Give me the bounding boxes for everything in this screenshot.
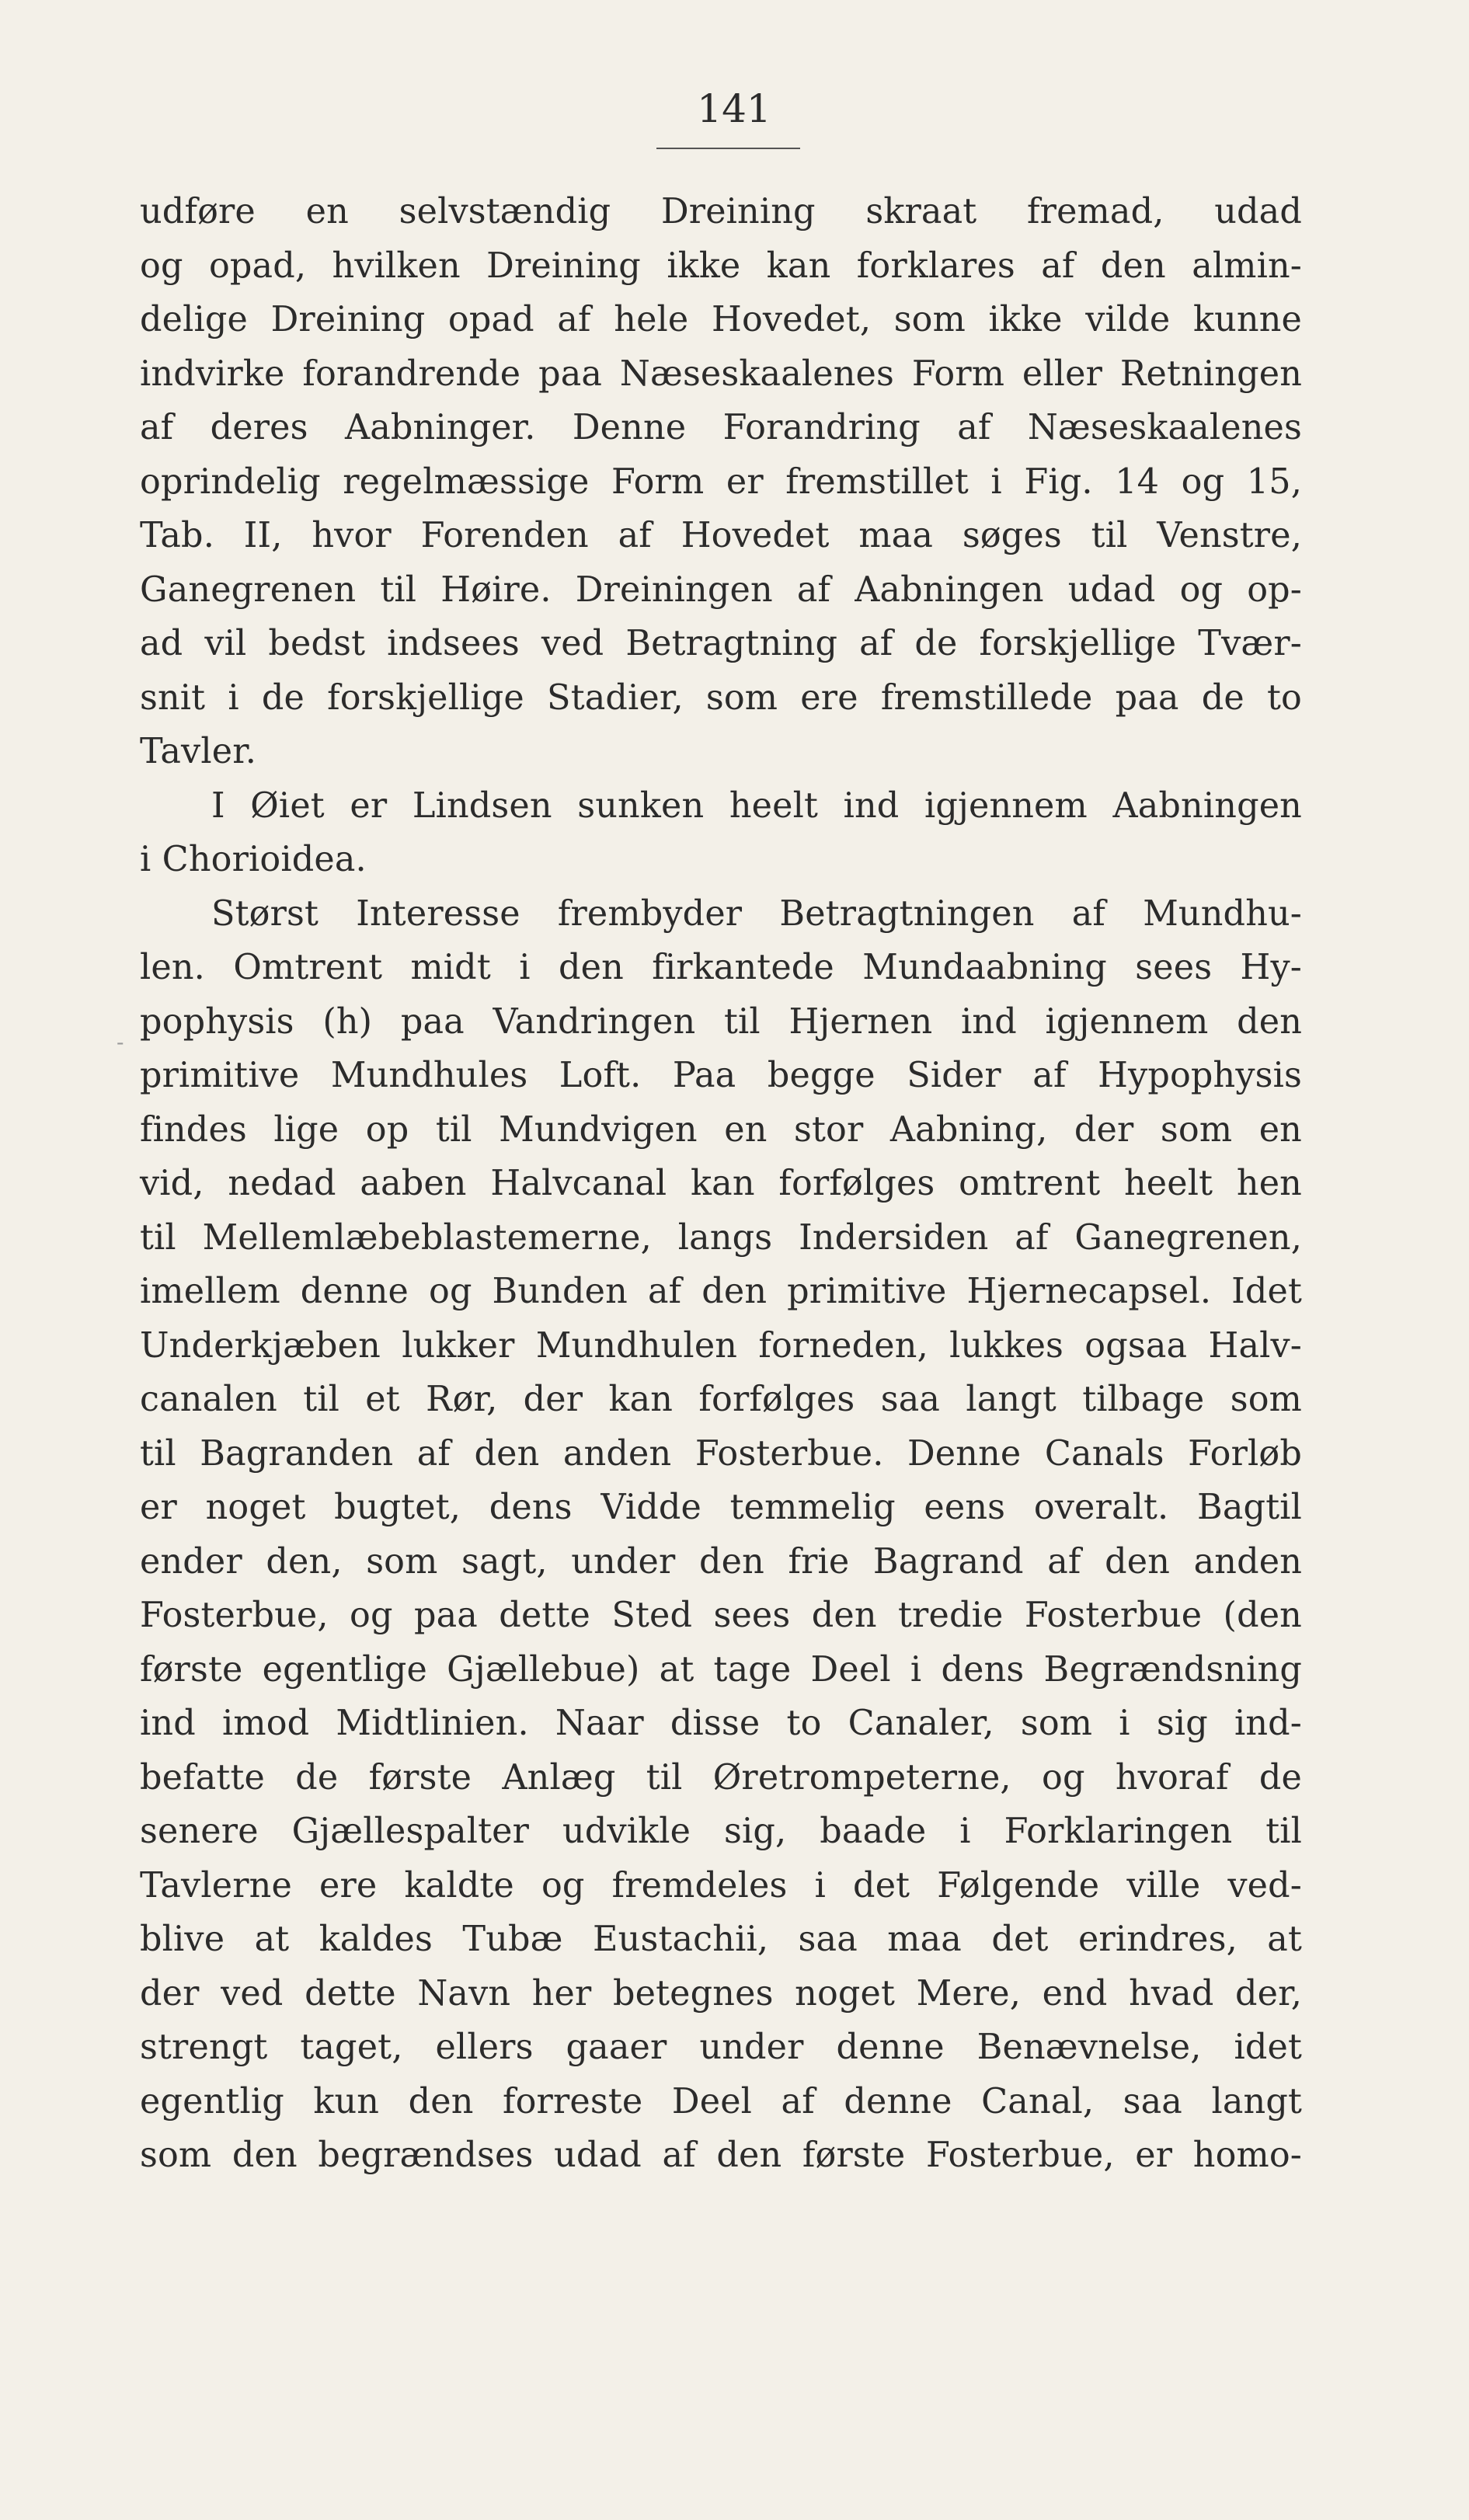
text-line-13: i Chorioidea.	[140, 840, 367, 879]
text-line-28: første egentlige Gjællebue) at tage Deel i dens Begrændsning	[140, 1649, 1302, 1690]
text-line-19: vid, nedad aaben Halvcanal kan forfølges omtrent heelt hen	[140, 1164, 1302, 1203]
text-line-12: I Øiet er Lindsen sunken heelt ind igjennem Aabningen	[211, 785, 1302, 826]
text-line-5: af deres Aabninger. Denne Forandring af Næseskaalenes	[140, 408, 1302, 447]
text-line-9: ad vil bedst indsees ved Betragtning af de forskjellige Tvær-	[140, 624, 1302, 663]
text-line-2: og opad, hvilken Dreining ikke kan forklares af den almin-	[140, 245, 1302, 286]
text-line-31: senere Gjællespalter udvikle sig, baade i Forklaringen til	[140, 1812, 1302, 1851]
text-line-24: til Bagranden af den anden Fosterbue. Denne Canals Forløb	[140, 1433, 1302, 1474]
text-line-25: er noget bugtet, dens Vidde temmelig eens overalt. Bagtil	[140, 1488, 1302, 1527]
text-line-15: len. Omtrent midt i den firkantede Mundaabning sees Hy-	[140, 948, 1302, 987]
text-line-3: delige Dreining opad af hele Hovedet, som ikke vilde kunne	[140, 300, 1302, 339]
text-line-22: Underkjæben lukker Mundhulen forneden, lukkes ogsaa Halv-	[140, 1325, 1302, 1366]
text-line-21: imellem denne og Bunden af den primitive Hjernecapsel. Idet	[140, 1272, 1302, 1311]
page-number: 141	[697, 86, 771, 131]
text-line-20: til Mellemlæbeblastemerne, langs Indersiden af Ganegrenen,	[140, 1217, 1302, 1258]
text-line-30: befatte de første Anlæg til Øretrompeterne, og hvoraf de	[140, 1757, 1302, 1798]
text-line-18: findes lige op til Mundvigen en stor Aabning, der som en	[140, 1109, 1302, 1150]
text-line-6: oprindelig regelmæssige Form er fremstillet i Fig. 14 og 15,	[140, 461, 1302, 502]
text-line-29: ind imod Midtlinien. Naar disse to Canaler, som i sig ind-	[140, 1704, 1302, 1743]
text-line-17: primitive Mundhules Loft. Paa begge Sider af Hypophysis	[140, 1056, 1302, 1095]
margin-mark: -	[117, 1029, 124, 1055]
text-line-23: canalen til et Rør, der kan forfølges saa langt tilbage som	[140, 1380, 1302, 1419]
text-line-1: udføre en selvstændig Dreining skraat fremad, udad	[140, 192, 1302, 231]
text-line-32: Tavlerne ere kaldte og fremdeles i det Følgende ville ved-	[140, 1865, 1302, 1906]
page-number-rule	[656, 148, 800, 149]
text-line-8: Ganegrenen til Høire. Dreiningen af Aabningen udad og op-	[140, 569, 1302, 610]
text-line-33: blive at kaldes Tubæ Eustachii, saa maa det erindres, at	[140, 1920, 1302, 1959]
text-line-35: strengt taget, ellers gaaer under denne Benævnelse, idet	[140, 2027, 1302, 2067]
text-line-36: egentlig kun den forreste Deel af denne Canal, saa langt	[140, 2081, 1302, 2121]
text-line-7: Tab. II, hvor Forenden af Hovedet maa søges til Venstre,	[140, 516, 1302, 555]
text-line-27: Fosterbue, og paa dette Sted sees den tredie Fosterbue (den	[140, 1596, 1302, 1635]
text-line-16: pophysis (h) paa Vandringen til Hjernen ind igjennem den	[140, 1001, 1302, 1042]
text-line-10: snit i de forskjellige Stadier, som ere fremstillede paa de to	[140, 677, 1302, 718]
text-line-37: som den begrændses udad af den første Fosterbue, er homo-	[140, 2135, 1302, 2175]
text-line-4: indvirke forandrende paa Næseskaalenes Form eller Retningen	[140, 353, 1302, 394]
body-text	[140, 185, 1302, 2183]
text-line-34: der ved dette Navn her betegnes noget Mere, end hvad der,	[140, 1973, 1302, 2014]
text-line-14: Størst Interesse frembyder Betragtningen af Mundhu-	[211, 893, 1302, 934]
text-line-11: Tavler.	[140, 732, 257, 771]
text-line-26: ender den, som sagt, under den frie Bagrand af den anden	[140, 1541, 1302, 1582]
